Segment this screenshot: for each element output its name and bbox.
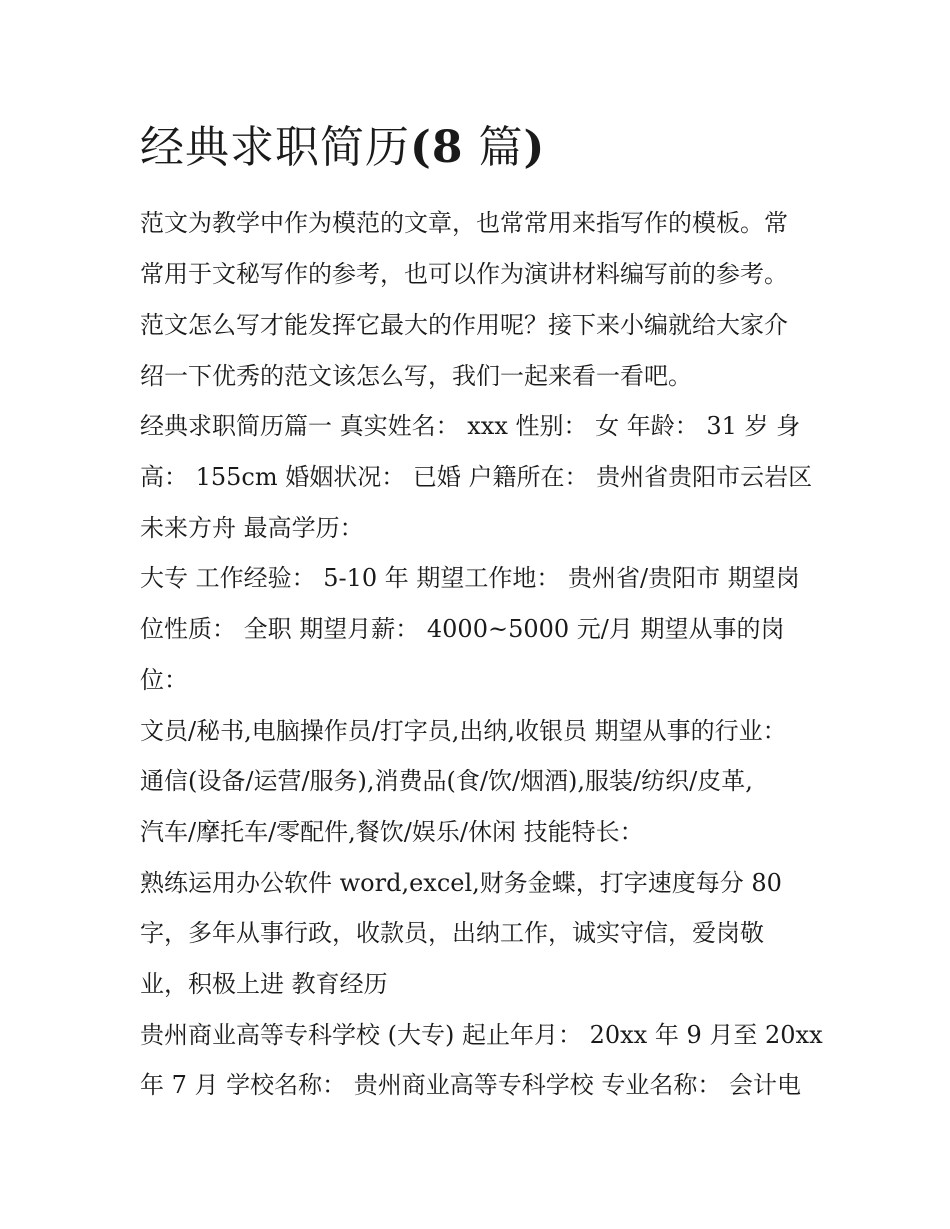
body-line-3: 范文怎么写才能发挥它最大的作用呢？接下来小编就给大家介 bbox=[140, 311, 788, 339]
body-line-6: 高： 155cm 婚姻状况： 已婚 户籍所在： 贵州省贵阳市云岩区 bbox=[140, 463, 813, 491]
body-line-18: 年 7 月 学校名称： 贵州商业高等专科学校 专业名称： 会计电 bbox=[140, 1071, 802, 1099]
body-line-7: 未来方舟 最高学历： bbox=[140, 514, 364, 542]
page-title bbox=[140, 112, 545, 184]
body-line-16: 业，积极上进 教育经历 bbox=[140, 970, 388, 998]
body-line-14: 熟练运用办公软件 word,excel,财务金蝶，打字速度每分 80 bbox=[140, 869, 782, 897]
body-line-13: 汽车/摩托车/零配件,餐饮/娱乐/休闲 技能特长： bbox=[140, 818, 644, 846]
body-line-15: 字，多年从事行政，收款员，出纳工作，诚实守信，爱岗敬 bbox=[140, 919, 764, 947]
body-line-10: 位： bbox=[140, 666, 188, 694]
body-line-5: 经典求职简历篇一 真实姓名： xxx 性别： 女 年龄： 31 岁 身 bbox=[140, 412, 801, 440]
body-line-11: 文员/秘书,电脑操作员/打字员,出纳,收银员 期望从事的行业： bbox=[140, 717, 787, 745]
title-count: (8 bbox=[410, 122, 464, 173]
body-line-2: 常用于文秘写作的参考，也可以作为演讲材料编写前的参考。 bbox=[140, 260, 788, 288]
body-line-17: 贵州商业高等专科学校 (大专) 起止年月： 20xx 年 9 月至 20xx bbox=[140, 1021, 823, 1049]
body-line-9: 位性质： 全职 期望月薪： 4000~5000 元/月 期望从事的岗 bbox=[140, 615, 785, 643]
body-line-8: 大专 工作经验： 5-10 年 期望工作地： 贵州省/贵阳市 期望岗 bbox=[140, 564, 800, 592]
body-line-12: 通信(设备/运营/服务),消费品(食/饮/烟酒),服装/纺织/皮革, bbox=[140, 767, 753, 795]
body-line-1: 范文为教学中作为模范的文章，也常常用来指写作的模板。常 bbox=[140, 209, 788, 237]
title-close: ) bbox=[523, 122, 546, 173]
title-main: 经典求职简历 bbox=[140, 122, 410, 173]
title-unit: 篇 bbox=[478, 122, 524, 173]
body-line-4: 绍一下优秀的范文该怎么写，我们一起来看一看吧。 bbox=[140, 362, 692, 390]
